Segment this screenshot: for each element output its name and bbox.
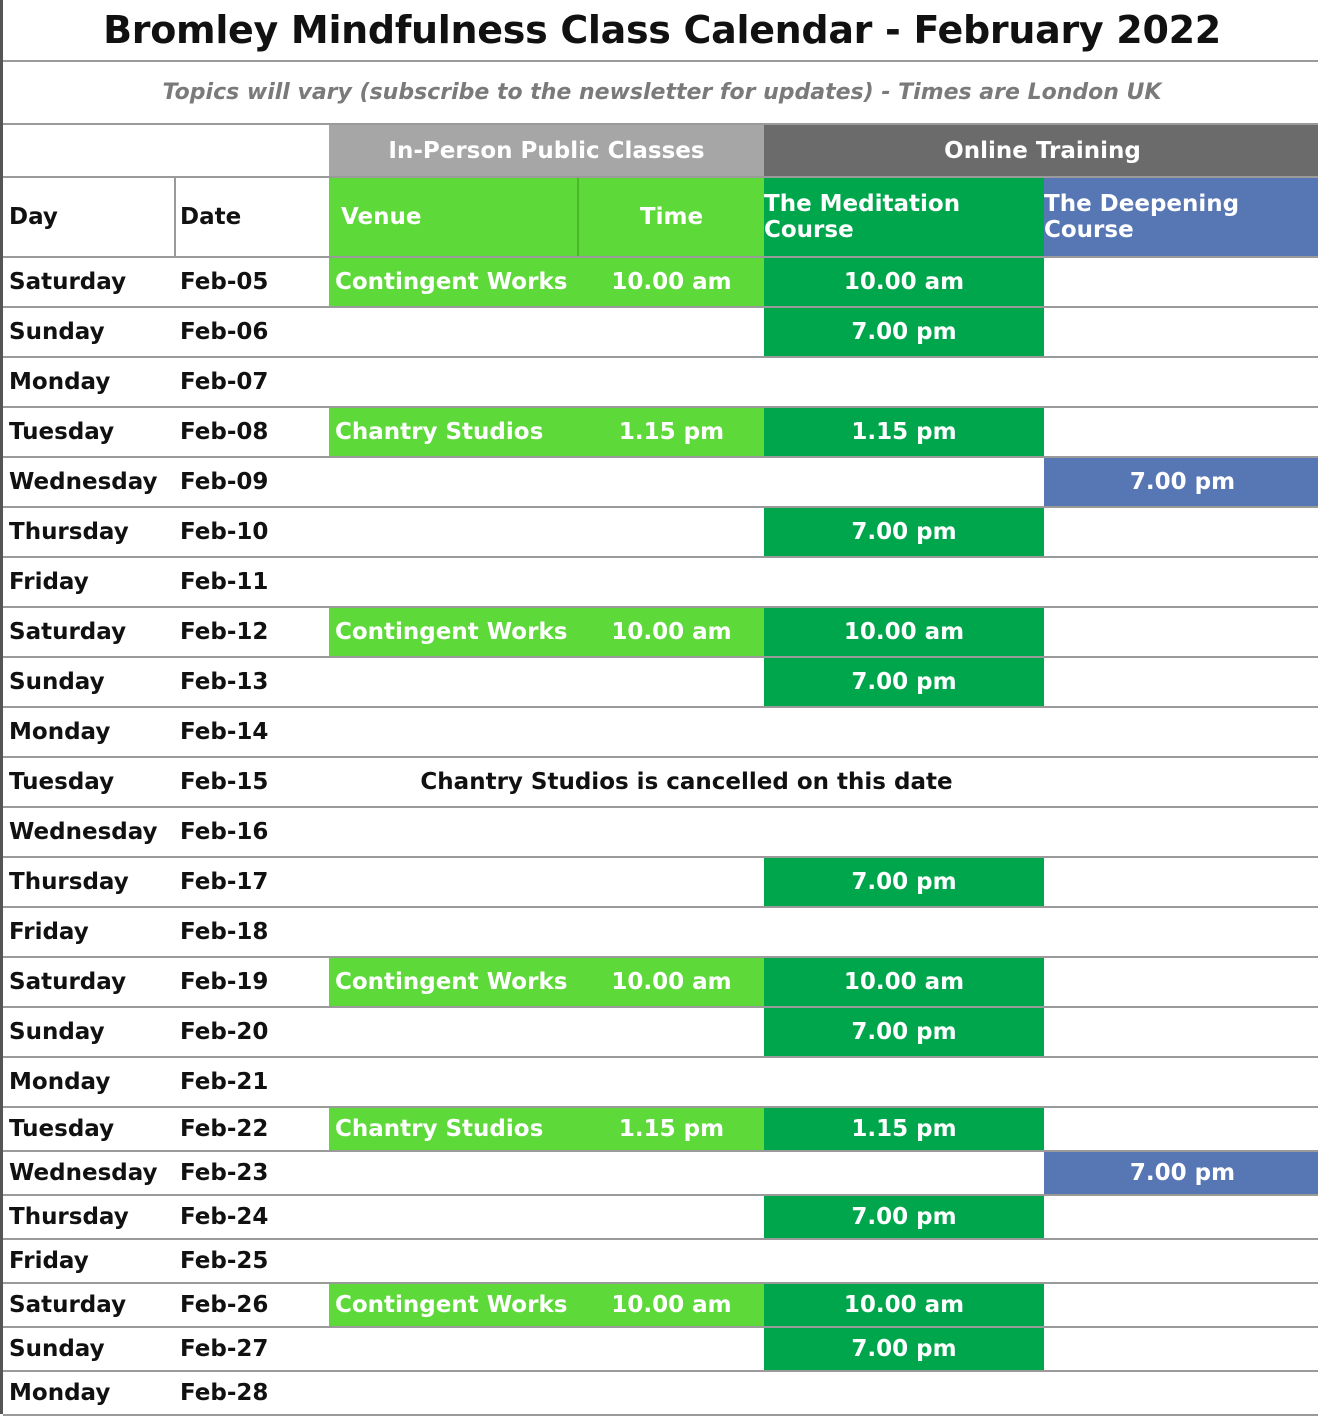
date-cell: Feb-16 [180, 819, 269, 845]
day-cell: Monday [9, 1380, 111, 1406]
table-row [3, 1108, 1318, 1152]
meditation-course-cell: 7.00 pm [764, 508, 1044, 556]
day-cell: Saturday [9, 969, 127, 995]
meditation-course-cell: 7.00 pm [764, 658, 1044, 706]
table-row [3, 908, 1318, 958]
table-row [3, 858, 1318, 908]
in-person-group-header: In-Person Public Classes [329, 125, 764, 176]
page-subtitle: Topics will vary (subscribe to the newsletter for updates) - Times are London UK [3, 62, 1318, 125]
day-cell: Wednesday [9, 819, 158, 845]
time-cell: 10.00 am [579, 608, 764, 656]
table-row [3, 1328, 1318, 1372]
date-cell: Feb-05 [180, 269, 269, 295]
day-cell: Friday [9, 569, 89, 595]
table-row [3, 958, 1318, 1008]
date-cell: Feb-17 [180, 869, 269, 895]
table-row [3, 1196, 1318, 1240]
meditation-course-cell: 10.00 am [764, 958, 1044, 1006]
time-cell: 1.15 pm [579, 408, 764, 456]
table-row [3, 1284, 1318, 1328]
table-row [3, 1152, 1318, 1196]
day-cell: Friday [9, 919, 89, 945]
date-cell: Feb-18 [180, 919, 269, 945]
day-cell: Saturday [9, 269, 127, 295]
day-column-header: Day [3, 178, 176, 256]
group-header-row [3, 125, 1318, 178]
table-row [3, 558, 1318, 608]
meditation-course-cell: 7.00 pm [764, 1008, 1044, 1056]
date-cell: Feb-08 [180, 419, 269, 445]
day-cell: Monday [9, 369, 111, 395]
day-cell: Friday [9, 1248, 89, 1274]
table-row [3, 1240, 1318, 1284]
meditation-course-cell: 1.15 pm [764, 1108, 1044, 1150]
date-cell: Feb-15 [180, 769, 269, 795]
day-cell: Sunday [9, 319, 105, 345]
date-cell: Feb-13 [180, 669, 269, 695]
time-column-header: Time [579, 178, 764, 256]
deepening-course-column-header: The Deepening Course [1044, 178, 1318, 256]
day-cell: Thursday [9, 519, 129, 545]
venue-cell: Chantry Studios [329, 1108, 579, 1150]
time-cell: 1.15 pm [579, 1108, 764, 1150]
day-cell: Wednesday [9, 469, 158, 495]
venue-cell: Contingent Works [329, 958, 579, 1006]
meditation-course-cell: 10.00 am [764, 1284, 1044, 1326]
date-column-header: Date [180, 204, 242, 230]
date-cell: Feb-09 [180, 469, 269, 495]
day-cell: Tuesday [9, 769, 115, 795]
meditation-course-cell: 1.15 pm [764, 408, 1044, 456]
time-cell: 10.00 am [579, 958, 764, 1006]
column-header-row [3, 178, 1318, 258]
table-row [3, 808, 1318, 858]
cancellation-note: Chantry Studios is cancelled on this date [420, 769, 953, 795]
day-cell: Saturday [9, 619, 127, 645]
date-cell: Feb-26 [180, 1292, 269, 1318]
table-row [3, 258, 1318, 308]
date-cell: Feb-07 [180, 369, 269, 395]
deepening-course-cell: 7.00 pm [1044, 1152, 1318, 1194]
day-cell: Sunday [9, 1336, 105, 1362]
table-row [3, 408, 1318, 458]
day-cell: Tuesday [9, 419, 115, 445]
date-cell: Feb-12 [180, 619, 269, 645]
date-cell: Feb-23 [180, 1160, 269, 1186]
date-cell: Feb-14 [180, 719, 269, 745]
table-row [3, 708, 1318, 758]
time-cell: 10.00 am [579, 1284, 764, 1326]
date-cell: Feb-25 [180, 1248, 269, 1274]
table-row [3, 358, 1318, 408]
venue-cell: Chantry Studios [329, 408, 579, 456]
day-cell: Thursday [9, 869, 129, 895]
date-cell: Feb-27 [180, 1336, 269, 1362]
meditation-course-cell: 10.00 am [764, 258, 1044, 306]
venue-cell: Contingent Works [329, 1284, 579, 1326]
meditation-course-cell: 7.00 pm [764, 308, 1044, 356]
date-cell: Feb-24 [180, 1204, 269, 1230]
meditation-course-cell: 7.00 pm [764, 1196, 1044, 1238]
date-cell: Feb-19 [180, 969, 269, 995]
day-cell: Sunday [9, 1019, 105, 1045]
date-cell: Feb-10 [180, 519, 269, 545]
date-cell: Feb-28 [180, 1380, 269, 1406]
table-row [3, 1058, 1318, 1108]
table-row [3, 1008, 1318, 1058]
table-row [3, 658, 1318, 708]
table-row [3, 508, 1318, 558]
deepening-course-cell: 7.00 pm [1044, 458, 1318, 506]
table-row [3, 1372, 1318, 1416]
day-cell: Tuesday [9, 1116, 115, 1142]
date-cell: Feb-11 [180, 569, 269, 595]
meditation-course-column-header: The Meditation Course [764, 178, 1044, 256]
day-cell: Wednesday [9, 1160, 158, 1186]
table-row [3, 458, 1318, 508]
day-cell: Saturday [9, 1292, 127, 1318]
page-title: Bromley Mindfulness Class Calendar - February 2022 [3, 0, 1318, 62]
day-cell: Thursday [9, 1204, 129, 1230]
table-row [3, 608, 1318, 658]
time-cell: 10.00 am [579, 258, 764, 306]
day-cell: Monday [9, 719, 111, 745]
meditation-course-cell: 7.00 pm [764, 858, 1044, 906]
table-row [3, 308, 1318, 358]
date-cell: Feb-21 [180, 1069, 269, 1095]
venue-cell: Contingent Works [329, 608, 579, 656]
date-cell: Feb-06 [180, 319, 269, 345]
meditation-course-cell: 10.00 am [764, 608, 1044, 656]
online-group-header: Online Training [764, 125, 1318, 176]
venue-cell: Contingent Works [329, 258, 579, 306]
date-cell: Feb-22 [180, 1116, 269, 1142]
meditation-course-cell: 7.00 pm [764, 1328, 1044, 1370]
table-row [3, 758, 1318, 808]
day-cell: Monday [9, 1069, 111, 1095]
day-cell: Sunday [9, 669, 105, 695]
venue-column-header: Venue [329, 178, 579, 256]
calendar-rows [3, 258, 1318, 1416]
date-cell: Feb-20 [180, 1019, 269, 1045]
